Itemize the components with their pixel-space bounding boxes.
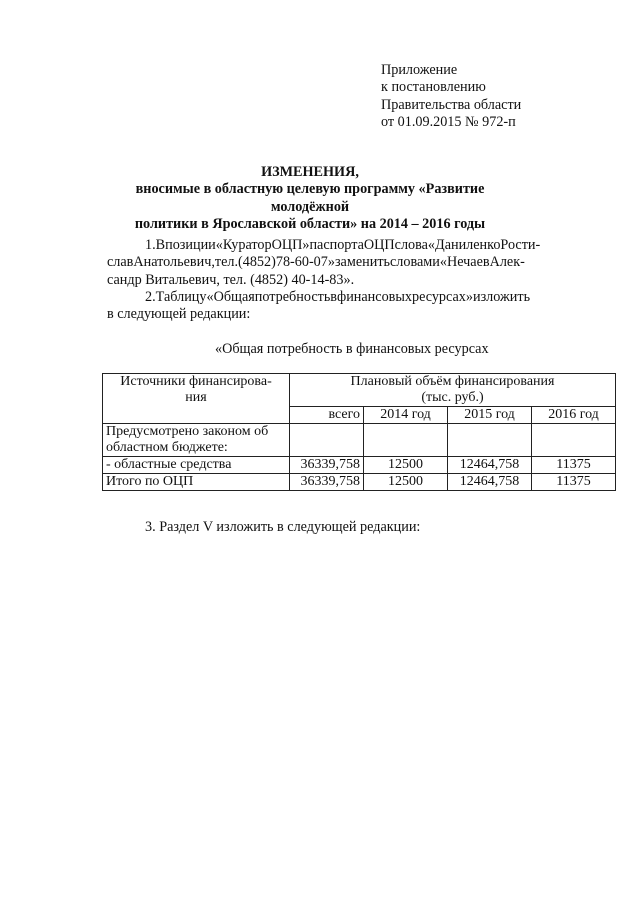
subheader-2016: 2016 год xyxy=(532,407,616,424)
table-caption: «Общая потребность в финансовых ресурсах xyxy=(215,341,489,357)
header-source-cell xyxy=(103,374,290,424)
word: «Нечаев xyxy=(439,254,490,271)
justified-line xyxy=(107,254,525,271)
table-header-row xyxy=(103,374,616,407)
appendix-line: Приложение xyxy=(381,62,458,78)
title-line: политики в Ярославской области» на 2014 – 2016 годы xyxy=(134,216,486,233)
title-line: вносимые в областную целевую программу «Развитие молодёжной xyxy=(135,181,485,215)
appendix-block xyxy=(381,62,621,132)
row-value-cell: 36339,758 xyxy=(290,457,364,474)
word: (4852) xyxy=(238,254,276,271)
appendix-line: к постановлению xyxy=(381,79,486,96)
word: 78-60-07» xyxy=(275,254,335,271)
word: слова xyxy=(394,237,428,253)
paragraph-2 xyxy=(107,289,531,324)
word: Алек- xyxy=(489,254,525,271)
row-value-cell: 12500 xyxy=(364,457,448,474)
cell-text: Предусмотрено законом об xyxy=(106,424,269,439)
financing-table xyxy=(102,373,616,491)
word: потребность xyxy=(254,289,331,305)
word: «Общая xyxy=(206,289,255,305)
row-value-cell xyxy=(290,424,364,457)
row-value-cell: 11375 xyxy=(532,457,616,474)
row-value-cell: 11375 xyxy=(532,474,616,491)
row-source-cell: Итого по ОЦП xyxy=(103,474,290,491)
table-row xyxy=(103,474,616,491)
row-value-cell: 36339,758 xyxy=(290,474,364,491)
row-value-cell xyxy=(448,424,532,457)
word: изложить xyxy=(472,289,531,305)
word: паспорта xyxy=(309,237,364,253)
header-text: Источники финансирова- xyxy=(120,374,272,389)
subheader-total: всего xyxy=(290,407,364,424)
document-title xyxy=(96,164,524,234)
paragraph-line: в следующей редакции: xyxy=(107,306,251,323)
row-source-cell xyxy=(103,424,290,457)
justified-line xyxy=(107,237,541,254)
subheader-2014: 2014 год xyxy=(364,407,448,424)
word: словами xyxy=(390,254,440,271)
word: 2. xyxy=(145,289,156,305)
appendix-date-line: от 01.09.2015 № 972-п xyxy=(381,114,516,131)
paragraph-1 xyxy=(107,237,541,289)
header-plan-cell xyxy=(290,374,616,407)
justified-line xyxy=(107,289,531,306)
word: ОЦП» xyxy=(271,237,310,253)
subheader-2015: 2015 год xyxy=(448,407,532,424)
header-text: ния xyxy=(185,390,207,405)
word: «Куратор xyxy=(215,237,272,253)
word: заменить xyxy=(334,254,390,271)
word: в xyxy=(330,289,337,305)
paragraph-line: сандр Витальевич, тел. (4852) 40-14-83». xyxy=(107,271,355,288)
row-value-cell: 12464,758 xyxy=(448,474,532,491)
cell-text: областном бюджете: xyxy=(106,440,228,455)
word: ресурсах» xyxy=(411,289,473,305)
appendix-line: Правительства области xyxy=(381,96,522,113)
word: тел. xyxy=(214,254,239,271)
row-value-cell xyxy=(364,424,448,457)
word: слав xyxy=(107,254,134,271)
row-source-cell: - областные средства xyxy=(103,457,290,474)
word: финансовых xyxy=(337,289,412,305)
title-line: ИЗМЕНЕНИЯ, xyxy=(261,164,359,180)
word: позиции xyxy=(165,237,216,253)
row-value-cell: 12464,758 xyxy=(448,457,532,474)
header-text: Плановый объём финансирования xyxy=(350,374,555,389)
word: В xyxy=(155,237,166,253)
word: Анатольевич, xyxy=(133,254,215,271)
word: ОЦП xyxy=(363,237,395,253)
word: 1. xyxy=(145,237,156,253)
table-row xyxy=(103,424,616,457)
row-value-cell xyxy=(532,424,616,457)
paragraph-3: 3. Раздел V изложить в следующей редакции: xyxy=(145,519,421,535)
row-value-cell: 12500 xyxy=(364,474,448,491)
word: «Даниленко xyxy=(427,237,501,253)
word: Рости- xyxy=(500,237,541,253)
word: Таблицу xyxy=(155,289,207,305)
header-text: (тыс. руб.) xyxy=(421,390,484,405)
table-row xyxy=(103,457,616,474)
